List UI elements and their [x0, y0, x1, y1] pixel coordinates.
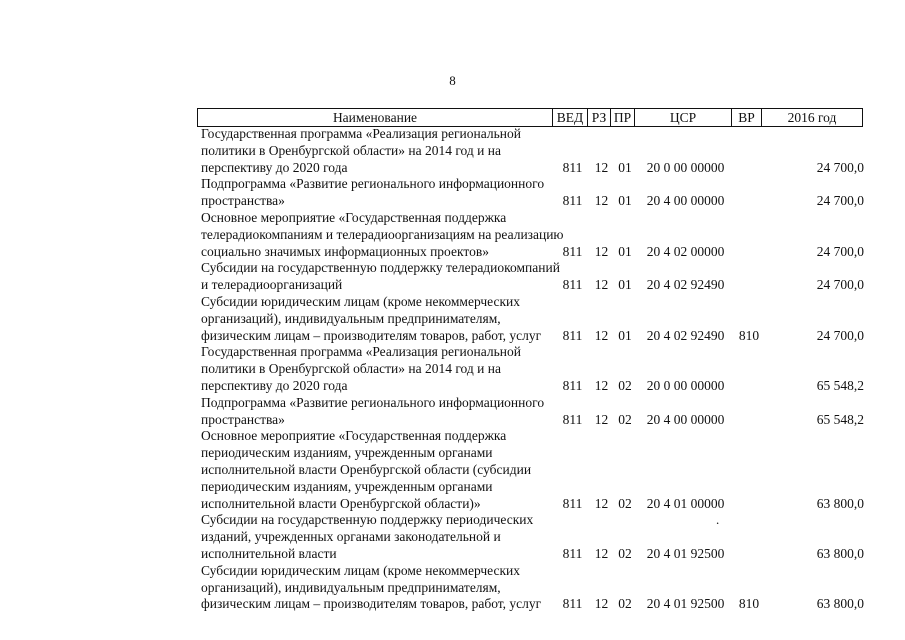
- row-ved: 811: [562, 596, 583, 612]
- row-name-line: Субсидии на государственную поддержку телерадиокомпаний: [201, 260, 560, 276]
- row-csr: 20 4 01 92500: [646, 545, 725, 561]
- row-name-line: изданий, учрежденных органами законодательной и: [201, 529, 501, 545]
- table-row: [201, 260, 864, 294]
- header-pr: ПР: [610, 109, 634, 126]
- row-name-line: перспективу до 2020 года: [201, 159, 348, 175]
- row-sum: 24 700,0: [816, 193, 864, 209]
- row-sum: 65 548,2: [816, 377, 864, 393]
- row-pr: 01: [618, 159, 632, 175]
- row-name: [201, 344, 551, 394]
- row-sum: 24 700,0: [816, 243, 864, 259]
- row-name-line: Государственная программа «Реализация региональной: [201, 126, 521, 141]
- row-name-line: политики в Оренбургской области» на 2014 год и на: [201, 361, 501, 377]
- table-row: [201, 210, 864, 260]
- row-name-line: организаций), индивидуальным предпринимателям,: [201, 579, 501, 595]
- table-header: [197, 108, 863, 127]
- row-sum: 63 800,0: [816, 545, 864, 561]
- row-csr: 20 0 00 00000: [646, 159, 725, 175]
- row-sum: 24 700,0: [816, 327, 864, 343]
- row-ved: 811: [562, 193, 583, 209]
- row-name-line: Субсидии юридическим лицам (кроме некоммерческих: [201, 562, 521, 578]
- row-csr: 20 0 00 00000: [646, 377, 725, 393]
- row-rz: 12: [594, 193, 609, 209]
- row-rz: 12: [594, 596, 609, 612]
- row-rz: 12: [594, 411, 609, 427]
- row-name-line: перспективу до 2020 года: [201, 377, 348, 393]
- row-name: [201, 563, 551, 613]
- row-name-line: и телерадиоорганизаций: [201, 277, 343, 293]
- row-name-line: физическим лицам – производителям товаров, работ, услуг: [201, 596, 542, 612]
- row-name: [201, 210, 564, 260]
- row-pr: 01: [618, 193, 632, 209]
- header-ved: ВЕД: [552, 109, 587, 126]
- row-csr: 20 4 02 92490: [646, 277, 725, 293]
- row-ved: 811: [562, 377, 583, 393]
- row-vr: 810: [738, 596, 760, 612]
- row-sum: 24 700,0: [816, 159, 864, 175]
- row-pr: 02: [618, 596, 632, 612]
- row-name-line: физическим лицам – производителям товаров, работ, услуг: [201, 327, 542, 343]
- row-sum: 24 700,0: [816, 277, 864, 293]
- row-name-line: исполнительной власти Оренбургской области (субсидии: [201, 461, 532, 477]
- table-row: [201, 395, 864, 429]
- row-ved: 811: [562, 327, 583, 343]
- row-pr: 01: [618, 327, 632, 343]
- row-pr: 02: [618, 377, 632, 393]
- row-csr: 20 4 00 00000: [646, 411, 725, 427]
- row-rz: 12: [594, 377, 609, 393]
- table-row: [201, 428, 864, 512]
- row-csr: 20 4 01 92500: [646, 596, 725, 612]
- row-ved: 811: [562, 243, 583, 259]
- table-row: [201, 512, 864, 562]
- row-sum: 65 548,2: [816, 411, 864, 427]
- row-name-line: исполнительной власти: [201, 545, 337, 561]
- row-rz: 12: [594, 495, 609, 511]
- row-sum: 63 800,0: [816, 596, 864, 612]
- row-name: [201, 395, 551, 429]
- row-name: [201, 126, 551, 176]
- header-rz: РЗ: [587, 109, 610, 126]
- row-name: [201, 512, 551, 562]
- row-csr: 20 4 02 92490: [646, 327, 725, 343]
- table-row: [201, 176, 864, 210]
- page-number: 8: [449, 73, 456, 88]
- row-pr: 02: [618, 545, 632, 561]
- row-name-line: политики в Оренбургской области» на 2014 год и на: [201, 142, 501, 158]
- row-rz: 12: [594, 159, 609, 175]
- row-name-line: Государственная программа «Реализация региональной: [201, 344, 521, 360]
- row-ved: 811: [562, 159, 583, 175]
- header-vr: ВР: [731, 109, 761, 126]
- row-name-line: Основное мероприятие «Государственная поддержка: [201, 428, 507, 444]
- stray-mark: .: [716, 512, 720, 527]
- row-name-line: исполнительной власти Оренбургской области)»: [201, 495, 481, 511]
- table-row: [201, 294, 864, 344]
- row-name: [201, 428, 551, 512]
- header-name: Наименование: [332, 110, 418, 125]
- row-name-line: социально значимых информационных проектов»: [201, 243, 489, 259]
- row-name-line: Подпрограмма «Развитие регионального информационного: [201, 176, 545, 192]
- row-rz: 12: [594, 243, 609, 259]
- table-row: [201, 563, 864, 613]
- row-name-line: пространства»: [201, 193, 285, 209]
- row-rz: 12: [594, 327, 609, 343]
- row-pr: 01: [618, 277, 632, 293]
- row-name: [201, 260, 560, 294]
- row-ved: 811: [562, 411, 583, 427]
- row-pr: 02: [618, 495, 632, 511]
- row-name-line: Основное мероприятие «Государственная поддержка: [201, 210, 507, 225]
- row-csr: 20 4 02 00000: [646, 243, 725, 259]
- row-name: [201, 294, 551, 344]
- header-csr: ЦСР: [634, 109, 731, 126]
- row-name-line: Субсидии юридическим лицам (кроме некоммерческих: [201, 294, 521, 309]
- row-name-line: Подпрограмма «Развитие регионального информационного: [201, 394, 545, 410]
- row-csr: 20 4 00 00000: [646, 193, 725, 209]
- row-name-line: пространства»: [201, 411, 285, 427]
- row-name-line: периодическим изданиям, учрежденным органами: [201, 445, 493, 461]
- row-name-line: телерадиокомпаниям и телерадиоорганизациям на реализацию: [201, 226, 564, 242]
- row-name-line: организаций), индивидуальным предпринимателям,: [201, 310, 501, 326]
- table-row: [201, 126, 864, 176]
- header-sum: 2016 год: [761, 109, 862, 126]
- row-vr: 810: [738, 327, 760, 343]
- row-sum: 63 800,0: [816, 495, 864, 511]
- row-pr: 01: [618, 243, 632, 259]
- row-ved: 811: [562, 495, 583, 511]
- row-ved: 811: [562, 277, 583, 293]
- row-name-line: периодическим изданиям, учрежденным органами: [201, 478, 493, 494]
- row-csr: 20 4 01 00000: [646, 495, 725, 511]
- row-name-line: Субсидии на государственную поддержку периодических: [201, 512, 534, 528]
- row-rz: 12: [594, 545, 609, 561]
- row-ved: 811: [562, 545, 583, 561]
- row-name: [201, 176, 551, 210]
- row-rz: 12: [594, 277, 609, 293]
- table-row: [201, 344, 864, 394]
- row-pr: 02: [618, 411, 632, 427]
